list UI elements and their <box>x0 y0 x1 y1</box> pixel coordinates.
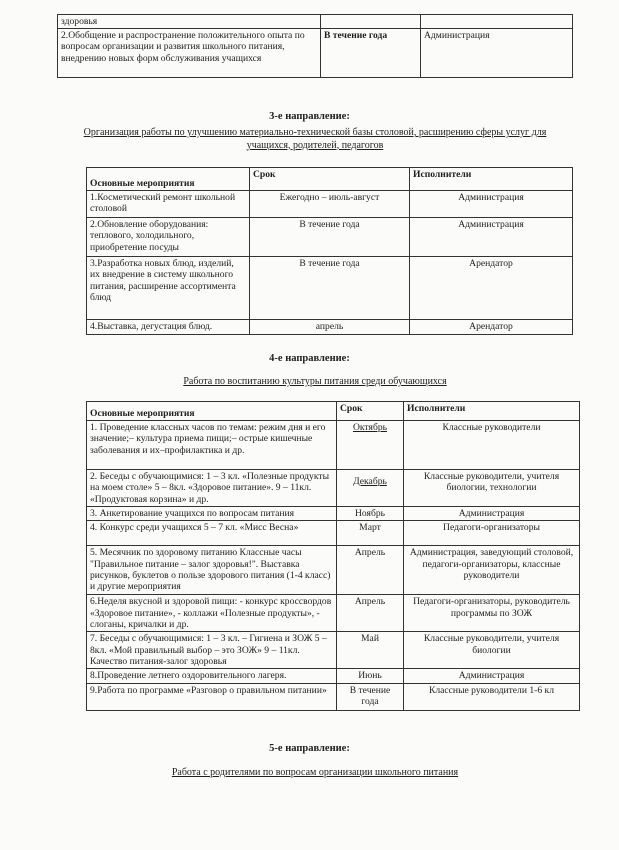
event-cell: 1.Косметический ремонт школьной столовой <box>87 191 250 218</box>
term-cell <box>321 15 421 29</box>
table-header-row <box>87 402 580 421</box>
term-cell: Июнь <box>337 669 404 683</box>
executor-cell: Арендатор <box>410 320 573 335</box>
executor-cell: Классные руководители, учителя биологии <box>404 632 580 669</box>
header-executors: Исполнители <box>410 168 573 191</box>
event-cell: 3.Разработка новых блюд, изделий, их внедрение в систему школьного питания, расширение ассортимента блюд <box>87 257 250 320</box>
executor-cell: Администрация <box>410 191 573 218</box>
term-cell: Декабрь <box>337 470 404 507</box>
event-cell: 6.Неделя вкусной и здоровой пищи: - конкурс кроссвордов «Здоровое питание», - коллажи «Полезные продукты», - слоганы, кричалки и др. <box>87 595 337 632</box>
executor-cell: Администрация <box>410 218 573 257</box>
table-row <box>87 521 580 546</box>
table-row <box>87 595 580 632</box>
event-cell: 2.Обновление оборудования: теплового, холодильного, приобретение посуды <box>87 218 250 257</box>
executor-cell: Классные руководители <box>404 421 580 470</box>
event-cell: 5. Месячник по здоровому питанию Классные часы "Правильное питание – залог здоровья!". Выставка рисунков, буклетов о пользе здорового питания (1-4 класс) и другие мероприятия <box>87 546 337 595</box>
section4-heading: 4-е направление: <box>269 353 350 364</box>
term-cell: Ежегодно – июль-август <box>250 191 410 218</box>
executor-cell: Арендатор <box>410 257 573 320</box>
event-cell: 4. Конкурс среди учащихся 5 – 7 кл. «Мисс Весна» <box>87 521 337 546</box>
term-cell: В течение года <box>337 683 404 710</box>
section5-subtitle: Работа с родителями по вопросам организации школьного питания <box>171 767 459 778</box>
event-cell: 8.Проведение летнего оздоровительного лагеря. <box>87 669 337 683</box>
table-row <box>87 218 573 257</box>
term-cell: В течение года <box>250 257 410 320</box>
event-cell: 7. Беседы с обучающимися: 1 – 3 кл. – Гигиена и ЗОЖ 5 – 8кл. «Мой правильный выбор – это ЗОЖ» 9 – 11кл. Качество питания-залог здоровья <box>87 632 337 669</box>
event-cell: 9.Работа по программе «Разговор о правильном питании» <box>87 683 337 710</box>
table-row <box>87 507 580 521</box>
table-row <box>87 632 580 669</box>
header-events: Основные мероприятия <box>87 168 250 191</box>
term-cell: Май <box>337 632 404 669</box>
header-executors: Исполнители <box>404 402 580 421</box>
executor-cell: Классные руководители 1-6 кл <box>404 683 580 710</box>
term-cell: апрель <box>250 320 410 335</box>
table-row <box>87 257 573 320</box>
table-row <box>58 29 573 78</box>
table-row <box>87 320 573 335</box>
term-cell: Ноябрь <box>337 507 404 521</box>
term-cell: В течение года <box>321 29 421 78</box>
event-cell: 2. Беседы с обучающимися: 1 – 3 кл. «Полезные продукты на моем столе» 5 – 8кл. «Здоровое питание». 9 – 11кл. «Продуктовая корзина» и др. <box>87 470 337 507</box>
term-cell: Октябрь <box>337 421 404 470</box>
table-row <box>58 15 573 29</box>
section3-heading: 3-е направление: <box>269 111 350 122</box>
header-events: Основные мероприятия <box>87 402 337 421</box>
header-term: Срок <box>250 168 410 191</box>
term-cell: В течение года <box>250 218 410 257</box>
top-table <box>57 14 573 78</box>
table-row <box>87 421 580 470</box>
event-cell: 2.Обобщение и распространение положительного опыта по вопросам организации и развития школьного питания, внедрению новых форм обслуживания учащихся <box>58 29 321 78</box>
section3-subtitle: Организация работы по улучшению материально-технической базы столовой, расширению сферы услуг для учащихся, родителей, педагогов <box>83 127 547 151</box>
event-cell: здоровья <box>58 15 321 29</box>
table-row <box>87 470 580 507</box>
executor-cell: Педагоги-организаторы, руководитель программы по ЗОЖ <box>404 595 580 632</box>
section3-table <box>86 167 573 335</box>
header-term: Срок <box>337 402 404 421</box>
executor-cell: Администрация <box>421 29 573 78</box>
section4-table <box>86 401 580 711</box>
term-cell: Апрель <box>337 595 404 632</box>
term-cell: Март <box>337 521 404 546</box>
section5-heading: 5-е направление: <box>269 743 350 754</box>
table-row <box>87 683 580 710</box>
table-row <box>87 546 580 595</box>
executor-cell: Классные руководители, учителя биологии, технологии <box>404 470 580 507</box>
executor-cell <box>421 15 573 29</box>
term-cell: Апрель <box>337 546 404 595</box>
table-row <box>87 669 580 683</box>
event-cell: 4.Выставка, дегустация блюд. <box>87 320 250 335</box>
table-row <box>87 191 573 218</box>
executor-cell: Администрация <box>404 507 580 521</box>
event-cell: 3. Анкетирование учащихся по вопросам питания <box>87 507 337 521</box>
executor-cell: Администрация, заведующий столовой, педагоги-организаторы, классные руководители <box>404 546 580 595</box>
table-header-row <box>87 168 573 191</box>
event-cell: 1. Проведение классных часов по темам: режим дня и его значение;– культура приема пищи;– острые кишечные заболевания и их–профилактика и др. <box>87 421 337 470</box>
executor-cell: Администрация <box>404 669 580 683</box>
executor-cell: Педагоги-организаторы <box>404 521 580 546</box>
section4-subtitle: Работа по воспитанию культуры питания среди обучающихся <box>183 376 447 387</box>
